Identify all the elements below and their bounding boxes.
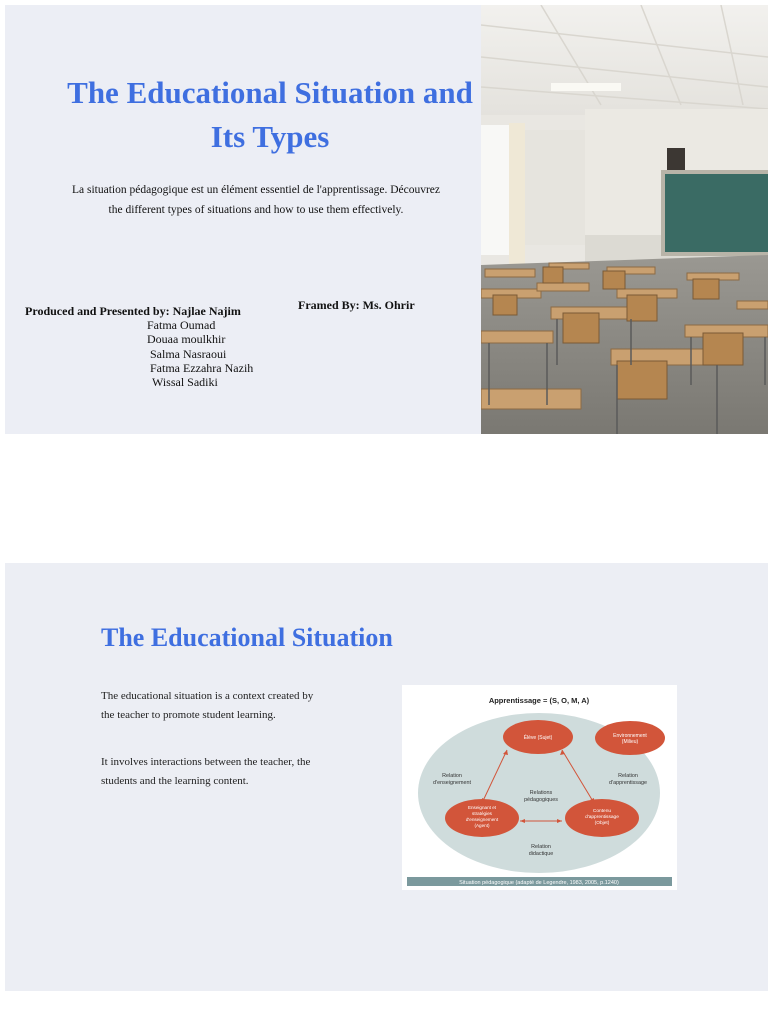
slide1-title-line2: Its Types bbox=[210, 119, 330, 154]
presenter-name: Salma Nasraoui bbox=[150, 346, 227, 361]
diagram-caption: Situation pédagogique (adapté de Legendre, 1983, 2005, p.1240) bbox=[459, 880, 619, 886]
node-cont-label: d'apprentissage bbox=[585, 815, 619, 820]
diagram-header: Apprentissage = (S, O, M, A) bbox=[488, 696, 590, 705]
node-ens-label: (Agent) bbox=[474, 823, 490, 828]
presenter-name: Wissal Sadiki bbox=[152, 375, 218, 390]
title-slide bbox=[5, 5, 768, 434]
rel-enseignement-label: Relation bbox=[442, 773, 462, 779]
slide1-subtitle-line1: La situation pédagogique est un élément essentiel de l'apprentissage. Découvrez bbox=[71, 184, 441, 196]
slide1-title bbox=[35, 71, 505, 159]
rel-pedagogiques-label: Relations bbox=[529, 790, 553, 796]
node-cont-label: (Objet) bbox=[594, 821, 610, 826]
paragraph-line: students and the learning content. bbox=[101, 775, 249, 787]
classroom-photo bbox=[481, 5, 768, 434]
slide1-subtitle bbox=[61, 180, 451, 220]
framed-by-label: Framed By: Ms. Ohrir bbox=[298, 298, 415, 312]
presenter-names bbox=[146, 318, 253, 389]
paragraph-line: It involves interactions between the teacher, the bbox=[101, 756, 311, 768]
produced-by-label: Produced and Presented by: Najlae Najim bbox=[25, 304, 241, 318]
node-env-label: (Milieu) bbox=[621, 739, 639, 745]
node-env-label: Environnement bbox=[613, 733, 647, 739]
rel-didactique-label: Relation bbox=[531, 844, 551, 850]
node-cont-label: Contenu bbox=[592, 809, 612, 814]
slide1-title-line1: The Educational Situation and bbox=[67, 75, 473, 110]
slide2-paragraph-1 bbox=[101, 687, 341, 725]
presenter-name: Fatma Oumad bbox=[147, 318, 216, 332]
presenter-name: Douaa moulkhir bbox=[147, 332, 226, 347]
content-slide bbox=[5, 563, 768, 991]
slide2-paragraph-2 bbox=[101, 753, 341, 791]
slide1-subtitle-line2: the different types of situations and how to use them effectively. bbox=[108, 204, 404, 216]
slide2-title: The Educational Situation bbox=[101, 623, 393, 652]
presenter-name: Fatma Ezzahra Nazih bbox=[150, 360, 254, 375]
pedagogical-situation-diagram bbox=[402, 685, 677, 890]
node-ens-label: Enseignant et bbox=[467, 805, 497, 810]
rel-didactique-label: didactique bbox=[528, 851, 554, 857]
paragraph-line: The educational situation is a context created by bbox=[101, 690, 314, 702]
paragraph-line: the teacher to promote student learning. bbox=[101, 709, 276, 721]
rel-apprentissage-label: d'apprentissage bbox=[609, 780, 647, 786]
node-ens-label: stratégies bbox=[472, 811, 492, 816]
rel-enseignement-label: d'enseignement bbox=[433, 780, 471, 786]
rel-pedagogiques-label: pédagogiques bbox=[524, 797, 558, 803]
node-eleve-label: Élève (Sujet) bbox=[523, 735, 553, 741]
node-ens-label: d'enseignement bbox=[465, 817, 499, 822]
rel-apprentissage-label: Relation bbox=[618, 773, 638, 779]
